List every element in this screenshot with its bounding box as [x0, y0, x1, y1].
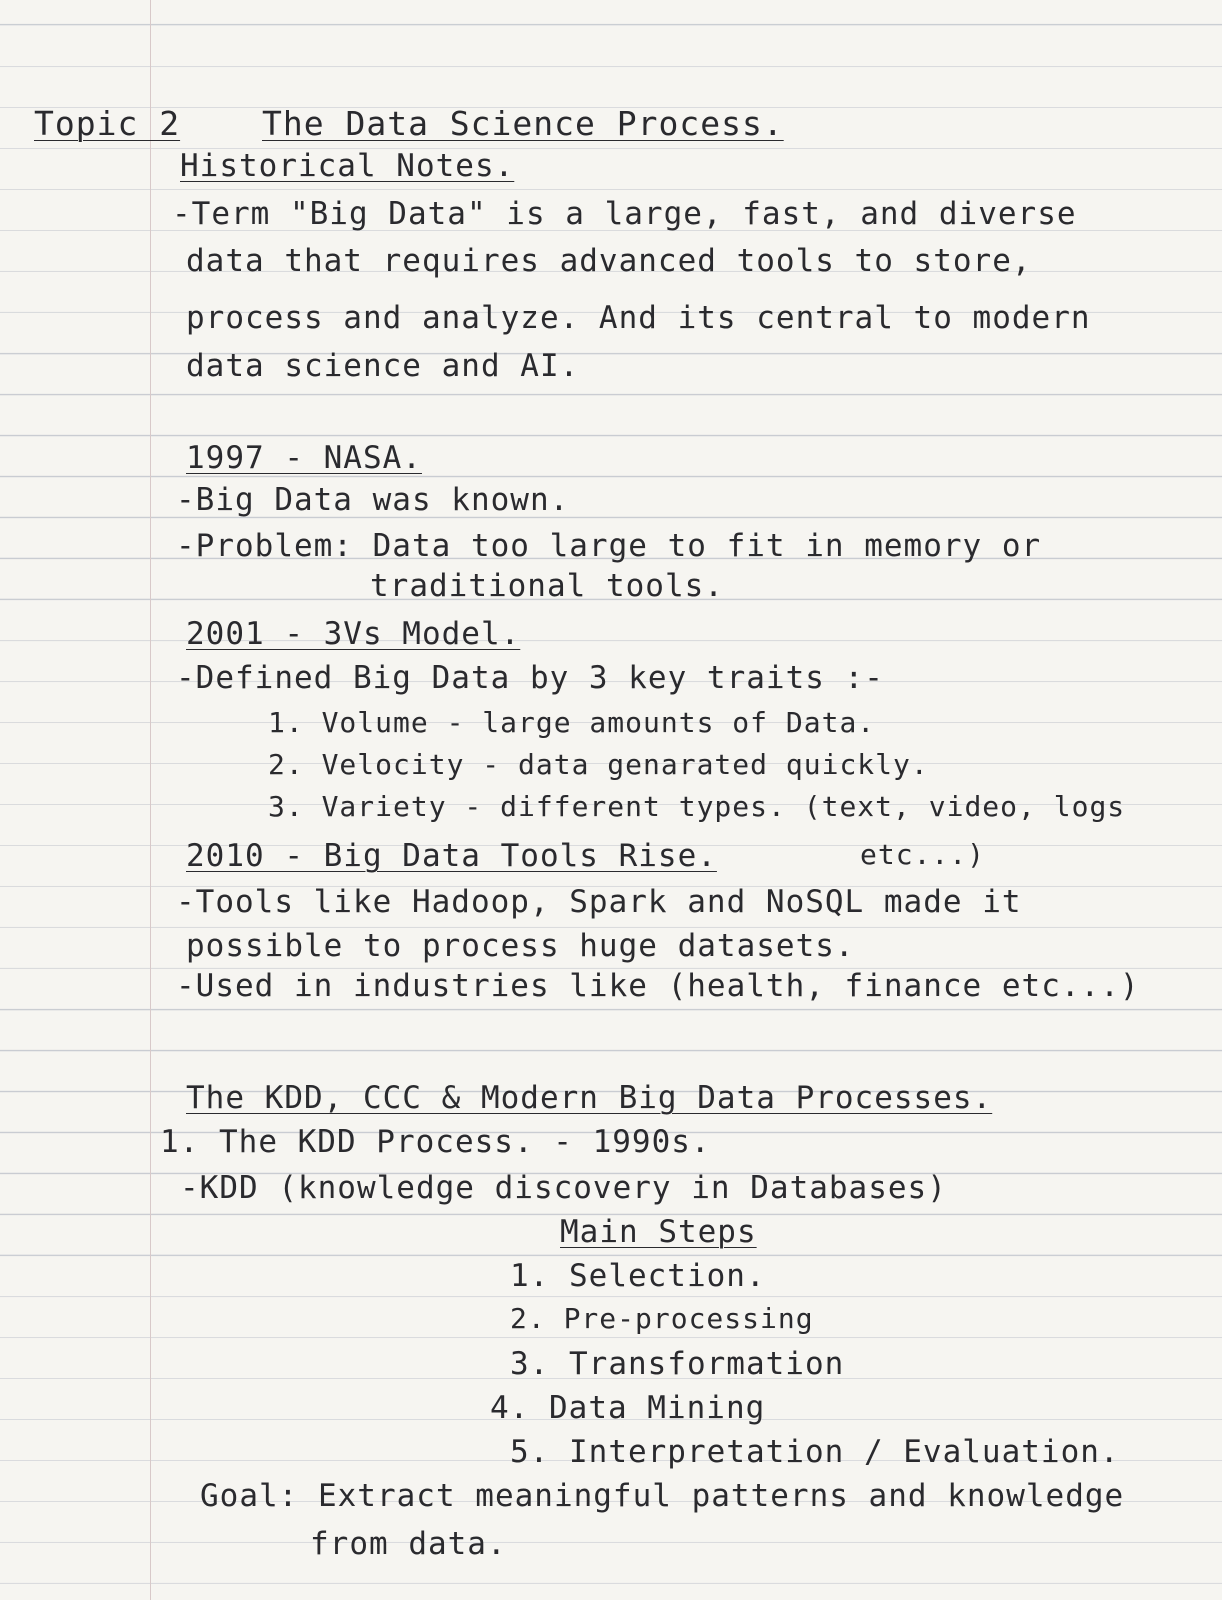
nasa-heading: 1997 - NASA. — [186, 440, 422, 476]
nasa-line: -Big Data was known. — [176, 482, 570, 518]
historical-line: process and analyze. And its central to modern — [186, 300, 1091, 336]
tools-line: possible to process huge datasets. — [186, 928, 855, 964]
kdd-step: 4. Data Mining — [490, 1390, 766, 1426]
kdd-subheading: 1. The KDD Process. - 1990s. — [160, 1124, 711, 1160]
tools-heading: 2010 - Big Data Tools Rise. — [186, 838, 717, 874]
trait-continuation: etc...) — [860, 838, 986, 871]
nasa-line: traditional tools. — [370, 568, 724, 604]
trait-item: 3. Variety - different types. (text, video, logs — [268, 790, 1126, 823]
kdd-goal-continuation: from data. — [310, 1526, 507, 1562]
kdd-section-title: The KDD, CCC & Modern Big Data Processes. — [186, 1080, 993, 1116]
kdd-goal: Goal: Extract meaningful patterns and knowledge — [200, 1478, 1125, 1514]
nasa-line: -Problem: Data too large to fit in memory or — [176, 528, 1042, 564]
kdd-step: 2. Pre-processing — [510, 1302, 814, 1335]
vs-model-intro: -Defined Big Data by 3 key traits :- — [176, 660, 884, 696]
kdd-step: 5. Interpretation / Evaluation. — [510, 1434, 1120, 1470]
topic-label: Topic 2 — [34, 104, 181, 143]
historical-line: data that requires advanced tools to store, — [186, 243, 1032, 279]
kdd-definition: -KDD (knowledge discovery in Databases) — [180, 1170, 947, 1206]
kdd-step: 1. Selection. — [510, 1258, 766, 1294]
historical-line: data science and AI. — [186, 348, 580, 384]
trait-item: 1. Volume - large amounts of Data. — [268, 706, 876, 739]
trait-item: 2. Velocity - data genarated quickly. — [268, 748, 929, 781]
vs-model-heading: 2001 - 3Vs Model. — [186, 616, 521, 652]
historical-heading: Historical Notes. — [180, 148, 515, 184]
page-margin-line — [150, 0, 151, 1600]
page-title: The Data Science Process. — [262, 104, 784, 143]
historical-line: -Term "Big Data" is a large, fast, and diverse — [172, 196, 1077, 232]
tools-line: -Tools like Hadoop, Spark and NoSQL made it — [176, 884, 1022, 920]
kdd-steps-heading: Main Steps — [560, 1214, 757, 1250]
tools-line: -Used in industries like (health, finance etc...) — [176, 968, 1140, 1004]
kdd-step: 3. Transformation — [510, 1346, 845, 1382]
